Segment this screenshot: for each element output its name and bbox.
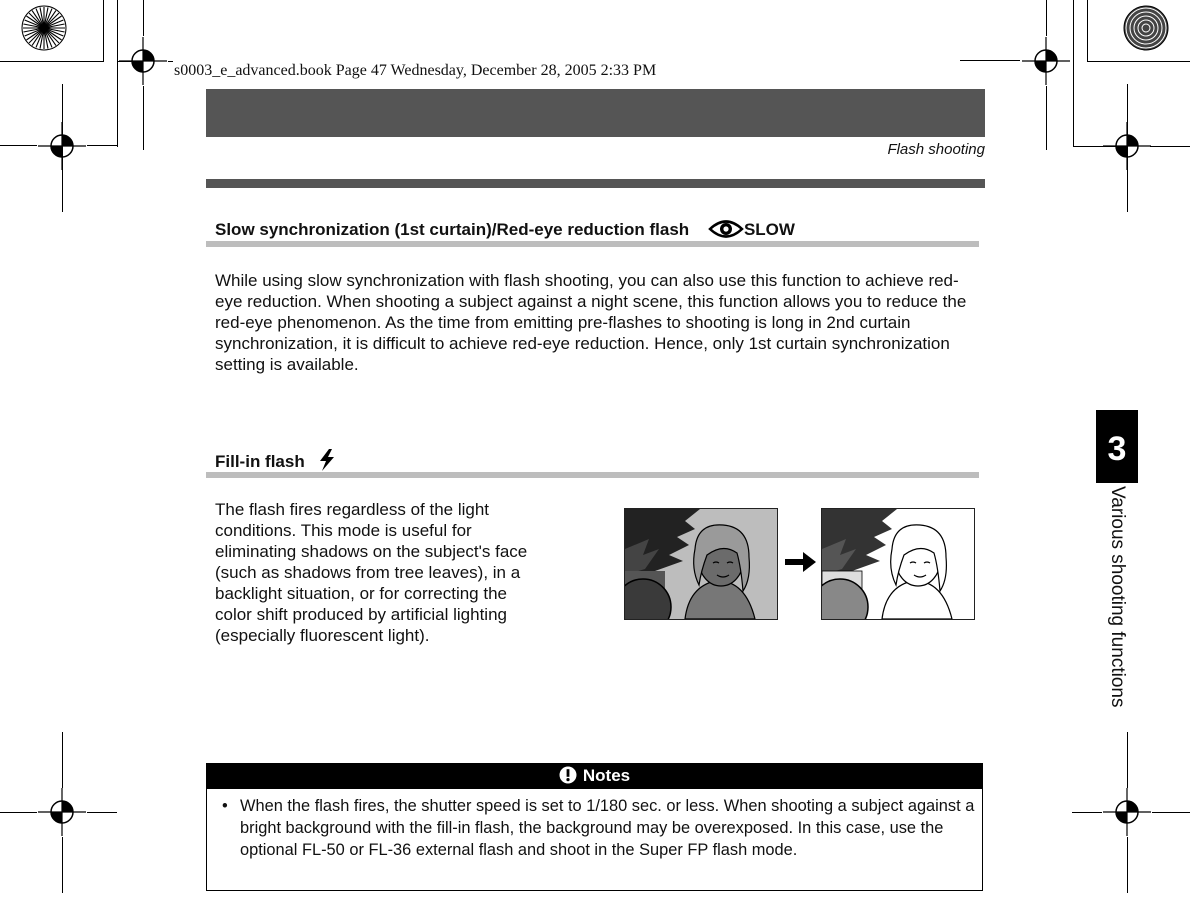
registration-mark-top-right-a — [1022, 37, 1070, 85]
illustration-with-fill-flash — [821, 508, 975, 620]
exclamation-icon — [559, 766, 577, 784]
illustration-without-fill-flash — [624, 508, 778, 620]
chapter-tab-label: Various shooting functions — [1107, 486, 1128, 708]
section-divider — [206, 241, 979, 247]
notes-list — [216, 795, 1000, 861]
red-eye-icon — [708, 219, 744, 239]
notes-item: • When the flash fires, the shutter speed is set to 1/180 sec. or less. When shooting a subject against a bright background with the fill-in flash, the background may be overexposed. In this case, use the optional FL-50 or FL-36 external flash and shoot in the Super FP flash mode. — [240, 795, 1000, 861]
header-rule — [206, 179, 985, 188]
running-head: Flash shooting — [887, 141, 985, 158]
notes-header — [206, 763, 983, 789]
registration-mark-top-left-b — [38, 122, 86, 170]
section-title-slow-red-eye — [215, 219, 795, 240]
registration-mark-bottom-right — [1103, 788, 1151, 836]
registration-mark-bottom-left — [38, 788, 86, 836]
header-band — [206, 89, 985, 137]
section-divider — [206, 472, 979, 478]
starburst-mark-right — [1124, 6, 1168, 50]
registration-mark-top-left-a — [119, 37, 167, 85]
mode-label-slow: SLOW — [743, 220, 795, 239]
chapter-tab-number: 3 — [1096, 410, 1138, 483]
section-title-text: Fill-in flash — [215, 452, 305, 471]
print-file-info: s0003_e_advanced.book Page 47 Wednesday, December 28, 2005 2:33 PM — [174, 62, 657, 79]
starburst-mark-left — [22, 6, 66, 50]
section-title-fill-in — [215, 449, 335, 472]
section1-body: While using slow synchronization with flash shooting, you can also use this function to achieve red-eye reduction. When shooting a subject against a night scene, this function allows you to reduce the red-eye phenomenon. As the time from emitting pre-flashes to shooting is long in 2nd curtain synchronization, it is difficult to achieve red-eye reduction. Hence, only 1st curtain synchronization setting is available. — [215, 271, 967, 374]
section2-body: The flash fires regardless of the light conditions. This mode is useful for eliminating shadows on the subject's face (such as shadows from tree leaves), in a backlight situation, or for correcting the color shift produced by artificial lighting (especially fluorescent light). — [215, 500, 528, 645]
section-title-text: Slow synchronization (1st curtain)/Red-eye reduction flash — [215, 220, 690, 239]
notes-title: Notes — [582, 766, 631, 785]
arrow-right-icon — [785, 551, 817, 573]
registration-mark-top-right-b — [1103, 122, 1151, 170]
flash-icon — [319, 449, 335, 471]
